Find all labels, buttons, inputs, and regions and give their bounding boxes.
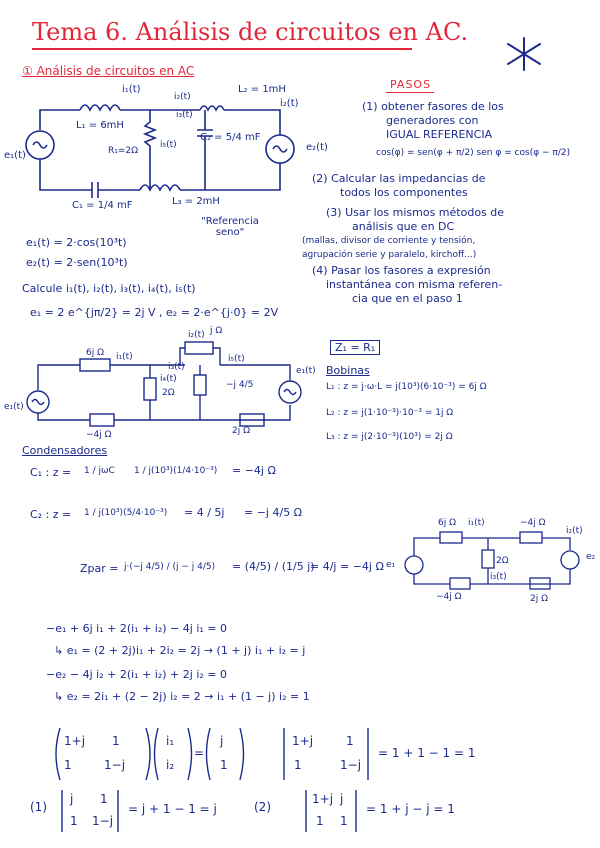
- label-i2-right: i₂(t): [280, 98, 299, 109]
- det2-a21: 1: [316, 814, 324, 828]
- eq-e2: e₂(t) = 2·sen(10³t): [26, 256, 128, 269]
- label-i2-top: i₂(t): [174, 92, 191, 102]
- paso-4c: cia que en el paso 1: [352, 292, 463, 305]
- paso-3a: (3) Usar los mismos métodos de: [326, 206, 505, 219]
- matrix-brackets: [48, 724, 568, 784]
- eq-e1: e₁(t) = 2·cos(10³t): [26, 236, 127, 249]
- pasos-underline: [386, 92, 434, 93]
- cond-c2-frac: 1 / j(10³)(5/4·10⁻³): [84, 508, 168, 518]
- c3-label-i2: i₂(t): [566, 526, 583, 536]
- paso-2a: (2) Calcular las impedancias de: [312, 172, 486, 185]
- det1-a12: 1: [100, 792, 108, 806]
- c3-label-e2: e₂: [586, 552, 596, 562]
- mat-a12: 1: [112, 734, 120, 748]
- section-heading: ① Análisis de circuitos en AC: [22, 64, 195, 78]
- bobina-l1: L₁ : z = j·ω·L = j(10³)(6·10⁻³) = 6j Ω: [326, 382, 487, 392]
- c2-label-z1: Z₁ = R₁: [330, 340, 380, 355]
- eq-calcule: Calcule i₁(t), i₂(t), i₃(t), i₄(t), i₅(t): [22, 282, 196, 295]
- c2-label-zc2: −j 4/5: [226, 380, 254, 390]
- c3-label-zc: −4j Ω: [520, 518, 546, 528]
- cond-c1-frac: 1 / jωC: [84, 466, 115, 476]
- label-e2: e₂(t): [306, 142, 328, 153]
- mat-a22: 1−j: [104, 758, 126, 772]
- paso-1c: IGUAL REFERENCIA: [386, 128, 493, 141]
- paso-4a: (4) Pasar los fasores a expresión: [312, 264, 491, 277]
- mat-a11: 1+j: [64, 734, 86, 748]
- det-a11: 1+j: [292, 734, 314, 748]
- c2-label-i4: i₄(t): [160, 374, 177, 384]
- zpar-res: = 4/j = −4j Ω: [310, 560, 384, 573]
- mat-x2: i₂: [166, 758, 175, 772]
- c2-label-i3: i₃(t): [168, 362, 185, 372]
- det1-number: (1): [30, 800, 47, 814]
- det-a22: 1−j: [340, 758, 362, 772]
- paso-3d: agrupación serie y paralelo, kirchoff...): [302, 250, 477, 260]
- det2-a12: j: [340, 792, 344, 806]
- c2-label-e1: e₁(t): [4, 402, 24, 412]
- c3-label-r: 2Ω: [496, 556, 509, 566]
- pasos-title: PASOS: [390, 78, 432, 91]
- cond-c1-res: = −4j Ω: [232, 464, 276, 477]
- circuit-diagram-1: [0, 80, 320, 220]
- c3-label-zl3: 2j Ω: [530, 594, 548, 604]
- bobina-l3: L₃ : z = j(2·10⁻³)(10³) = 2j Ω: [326, 432, 453, 442]
- title-underline: [32, 48, 412, 50]
- c2-label-r: 2Ω: [162, 388, 175, 398]
- paso-3b: análisis que en DC: [352, 220, 455, 233]
- det2-a11: 1+j: [312, 792, 334, 806]
- label-l3: L₃ = 2mH: [172, 196, 220, 207]
- det1-a22: 1−j: [92, 814, 114, 828]
- c3-label-i3: i₃(t): [490, 572, 507, 582]
- paso-1d: cos(φ) = sen(φ + π/2) sen φ = cos(φ − π/2): [376, 148, 571, 158]
- page-title: Tema 6. Análisis de circuitos en AC.: [32, 18, 469, 46]
- label-i1: i₁(t): [122, 84, 141, 95]
- determinant-bars: [0, 786, 600, 836]
- paso-3c: (mallas, divisor de corriente y tensión,: [302, 236, 476, 246]
- det1-a21: 1: [70, 814, 78, 828]
- c3-label-i1: i₁(t): [468, 518, 485, 528]
- zpar-frac1: j·(−j 4/5) / (j − j 4/5): [124, 562, 216, 572]
- c2-label-zc1: −4j Ω: [86, 430, 112, 440]
- condensadores-title: Condensadores: [22, 444, 108, 457]
- c2-label-zl1: 6j Ω: [86, 348, 104, 358]
- label-i5: i₅(t): [160, 140, 177, 150]
- c3-label-zl1: 6j Ω: [438, 518, 456, 528]
- label-e1: e₁(t): [4, 150, 26, 161]
- c2-label-i2: i₂(t): [188, 330, 205, 340]
- mat-x1: i₁: [166, 734, 175, 748]
- det2-number: (2): [254, 800, 271, 814]
- cond-c2-mid: = 4 / 5j: [184, 506, 225, 519]
- paso-1b: generadores con: [386, 114, 479, 127]
- c3-label-zc1: −4j Ω: [436, 592, 462, 602]
- c2-label-zl3: 2j Ω: [232, 426, 250, 436]
- mat-a21: 1: [64, 758, 72, 772]
- c2-label-zl2: j Ω: [210, 326, 223, 336]
- mat-equals: =: [194, 746, 205, 760]
- paso-4b: instantánea con misma referen-: [326, 278, 503, 291]
- det2-a22: 1: [340, 814, 348, 828]
- cond-c2-label: C₂ : z =: [30, 508, 72, 521]
- mat-b1: j: [220, 734, 224, 748]
- mesh-eq-3: −e₂ − 4j i₂ + 2(i₁ + i₂) + 2j i₂ = 0: [46, 668, 227, 681]
- det2-result: = 1 + j − j = 1: [366, 802, 455, 816]
- bobina-l2: L₂ : z = j(1·10⁻³)·10⁻³ = 1j Ω: [326, 408, 454, 418]
- label-r1: R₁=2Ω: [108, 146, 139, 156]
- c3-label-e1: e₁: [386, 560, 396, 570]
- paso-2b: todos los componentes: [340, 186, 468, 199]
- label-l1: L₁ = 6mH: [76, 120, 124, 131]
- label-c2: C₂ = 5/4 mF: [200, 132, 261, 143]
- zpar-frac2: = (4/5) / (1/5 j): [232, 560, 315, 573]
- det-result: = 1 + 1 − 1 = 1: [378, 746, 476, 760]
- label-i3: i₃(t): [176, 110, 193, 120]
- paso-1a: (1) obtener fasores de los: [362, 100, 504, 113]
- cond-c2-res: = −j 4/5 Ω: [244, 506, 303, 519]
- eq-phasors: e₁ = 2 e^{jπ/2} = 2j V , e₂ = 2·e^{j·0} = 2V: [30, 306, 279, 319]
- label-l2: L₂ = 1mH: [238, 84, 286, 95]
- zpar-label: Zpar =: [80, 562, 119, 575]
- det1-a11: j: [70, 792, 74, 806]
- bobinas-title: Bobinas: [326, 364, 370, 377]
- det-a21: 1: [294, 758, 302, 772]
- c2-label-i5: i₅(t): [228, 354, 245, 364]
- mesh-eq-4: ↳ e₂ = 2i₁ + (2 − 2j) i₂ = 2 → i₁ + (1 − j) i₂ = 1: [54, 690, 310, 703]
- cond-c1-frac2: 1 / j(10³)(1/4·10⁻³): [134, 466, 218, 476]
- det-a12: 1: [346, 734, 354, 748]
- asterisk-icon: [500, 34, 548, 74]
- mesh-eq-2: ↳ e₁ = (2 + 2j)i₁ + 2i₂ = 2j → (1 + j) i₁ + i₂ = j: [54, 644, 306, 657]
- mesh-eq-1: −e₁ + 6j i₁ + 2(i₁ + i₂) − 4j i₁ = 0: [46, 622, 227, 635]
- c2-label-i1: i₁(t): [116, 352, 133, 362]
- det1-result: = j + 1 − 1 = j: [128, 802, 217, 816]
- cond-c1-label: C₁ : z =: [30, 466, 72, 479]
- ref-note: "Referencia seno": [201, 216, 259, 238]
- mat-b2: 1: [220, 758, 228, 772]
- label-c1: C₁ = 1/4 mF: [72, 200, 133, 211]
- c2-label-e2: e₁(t): [296, 366, 316, 376]
